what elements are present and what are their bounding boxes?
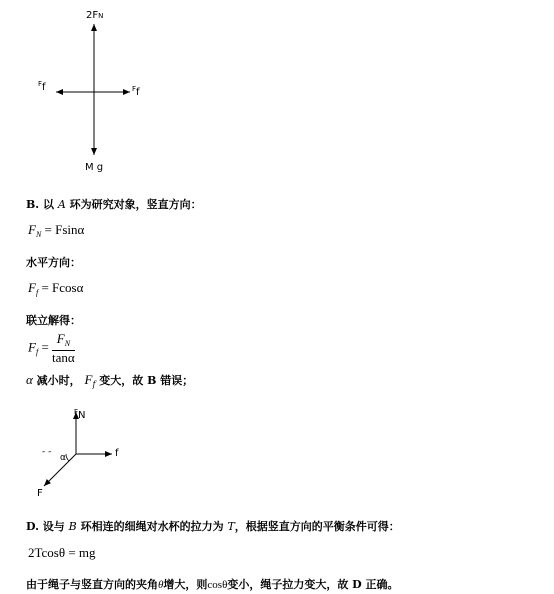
angle-arc bbox=[66, 454, 69, 461]
equation-tension: 2Tcosθ = mg bbox=[28, 545, 96, 560]
top-force-label: 2FN bbox=[86, 10, 104, 21]
equation-vertical: $F_N = Fsin\alpha$ bbox=[28, 222, 85, 239]
friction-label: f bbox=[115, 448, 119, 459]
left-force-label: $^F$f bbox=[38, 80, 46, 93]
equation-solution: $F_f$ = $\frac{F_N}{\tan\alpha}$ bbox=[28, 331, 75, 365]
right-force-label: $^F$f bbox=[132, 85, 140, 98]
part-b-heading: B. 以 A 环为研究对象，竖直方向： bbox=[26, 198, 202, 211]
bottom-force-label: M g bbox=[85, 162, 104, 173]
alpha-label: α bbox=[60, 453, 66, 463]
tension-label: F bbox=[37, 488, 43, 499]
fraction: $\frac{F_N}{\tan\alpha}$ bbox=[52, 331, 75, 365]
combine-label: 联立解得： bbox=[26, 314, 81, 327]
part-b-conclusion: α 减小时， $F_f$ 变大，故 B 错误； bbox=[26, 372, 194, 389]
horizontal-label: 水平方向： bbox=[26, 256, 81, 269]
equation-horizontal: $F_f = Fcos\alpha$ bbox=[28, 280, 84, 297]
part-d-heading: D. 设与 B 环相连的细绳对水杯的拉力为 T，根据竖直方向的平衡条件可得： bbox=[26, 520, 400, 533]
part-d-conclusion: 由于绳子与竖直方向的夹角θ增大，则cosθ变小，绳子拉力变大，故 D 正确。 bbox=[26, 578, 399, 591]
dash-mark: - - bbox=[42, 447, 52, 457]
normal-force-label: $^F$N bbox=[74, 408, 86, 421]
